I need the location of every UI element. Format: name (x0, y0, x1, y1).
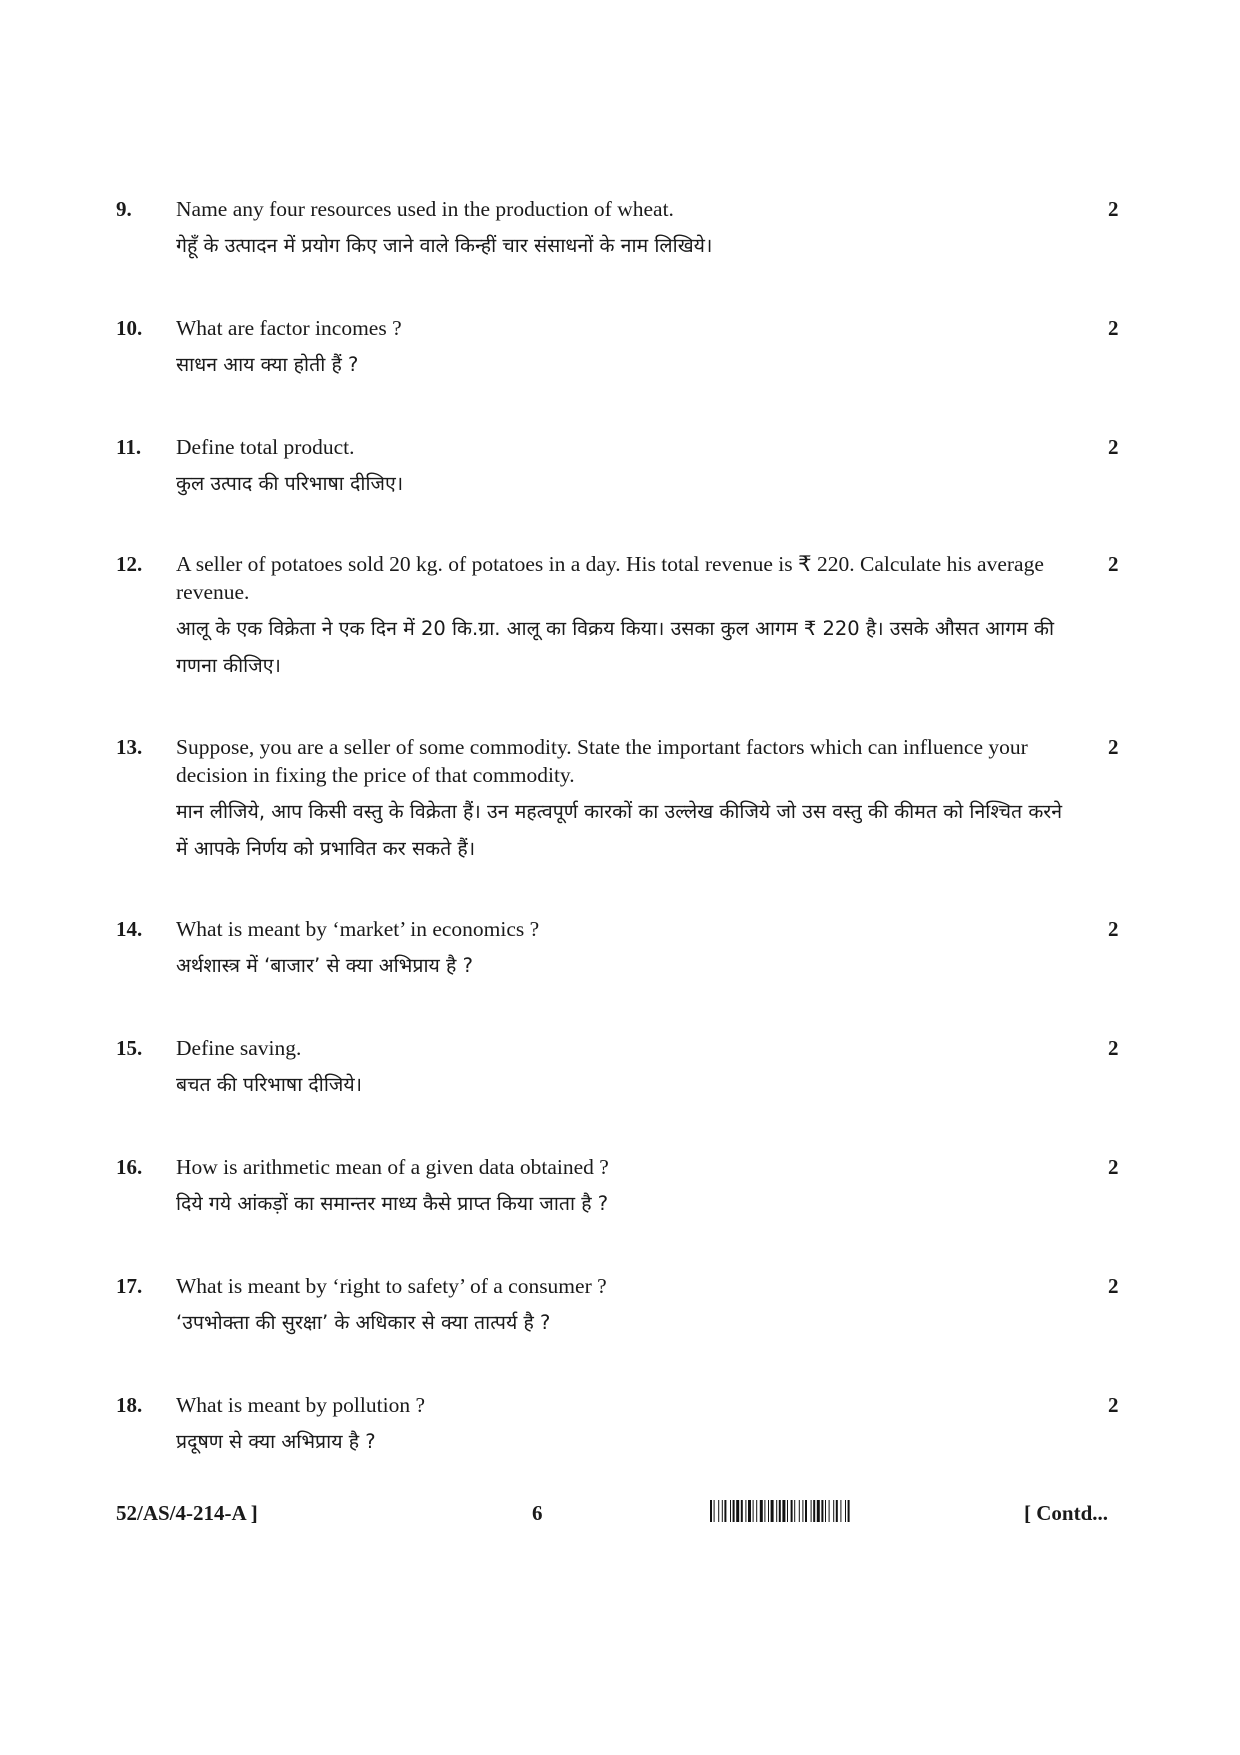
barcode-icon (710, 1500, 1010, 1522)
question-text-hindi: कुल उत्पाद की परिभाषा दीजिए। (176, 472, 404, 495)
question-marks: 2 (1108, 316, 1119, 340)
question-text-hindi: ‘उपभोक्ता की सुरक्षा’ के अधिकार से क्या तात्पर्य है ? (176, 1311, 551, 1334)
question-text-english: Suppose, you are a seller of some commodity. State the important factors which can influence your decision in fixing the price of that commodity. (176, 735, 1028, 787)
question-marks: 2 (1108, 435, 1119, 459)
question-text-english: How is arithmetic mean of a given data obtained ? (176, 1155, 609, 1179)
question-number: 18. (116, 1393, 143, 1417)
page-footer (0, 1498, 1240, 1538)
question-number: 15. (116, 1036, 143, 1060)
question-text-hindi: साधन आय क्या होती हैं ? (176, 353, 359, 376)
question-number: 11. (116, 435, 142, 459)
question-text-english: Define total product. (176, 435, 355, 459)
question-text-english: A seller of potatoes sold 20 kg. of potatoes in a day. His total revenue is ₹ 220. Calculate his average revenue. (176, 552, 1044, 604)
question-number: 14. (116, 917, 143, 941)
question-text-english: What are factor incomes ? (176, 316, 402, 340)
question-text-hindi: दिये गये आंकड़ों का समान्तर माध्य कैसे प्राप्त किया जाता है ? (176, 1192, 609, 1215)
question-text-hindi: अर्थशास्त्र में ‘बाजार’ से क्या अभिप्राय है ? (176, 954, 473, 977)
question-marks: 2 (1108, 197, 1119, 221)
question-text-hindi: बचत की परिभाषा दीजिये। (176, 1073, 363, 1096)
page-number: 6 (532, 1501, 543, 1525)
question-marks: 2 (1108, 1155, 1119, 1179)
question-text-hindi: गेहूँ के उत्पादन में प्रयोग किए जाने वाले किन्हीं चार संसाधनों के नाम लिखिये। (176, 234, 713, 257)
question-marks: 2 (1108, 1393, 1119, 1417)
question-marks: 2 (1108, 1036, 1119, 1060)
question-marks: 2 (1108, 552, 1119, 576)
question-marks: 2 (1108, 735, 1119, 759)
continued-label: [ Contd... (1024, 1501, 1109, 1525)
question-marks: 2 (1108, 1274, 1119, 1298)
question-text-english: Name any four resources used in the production of wheat. (176, 197, 674, 221)
question-number: 10. (116, 316, 143, 340)
question-text-english: What is meant by ‘market’ in economics ? (176, 917, 540, 941)
question-number: 13. (116, 735, 143, 759)
question-marks: 2 (1108, 917, 1119, 941)
question-text-english: What is meant by ‘right to safety’ of a consumer ? (176, 1274, 607, 1298)
question-number: 16. (116, 1155, 143, 1179)
paper-code: 52/AS/4-214-A ] (116, 1501, 258, 1525)
question-text-hindi: आलू के एक विक्रेता ने एक दिन में 20 कि.ग्रा. आलू का विक्रय किया। उसका कुल आगम ₹ 220 है। उसके औसत आगम की गणना कीजिए। (176, 617, 1055, 677)
question-number: 17. (116, 1274, 143, 1298)
question-number: 12. (116, 552, 143, 576)
question-text-english: What is meant by pollution ? (176, 1393, 425, 1417)
question-text-hindi: मान लीजिये, आप किसी वस्तु के विक्रेता हैं। उन महत्वपूर्ण कारकों का उल्लेख कीजिये जो उस वस्तु की कीमत को निश्चित करने में आपके निर्णय को प्रभावित कर सकते हैं। (176, 800, 1063, 860)
question-text-english: Define saving. (176, 1036, 302, 1060)
question-text-hindi: प्रदूषण से क्या अभिप्राय है ? (176, 1430, 376, 1453)
question-number: 9. (116, 197, 132, 221)
